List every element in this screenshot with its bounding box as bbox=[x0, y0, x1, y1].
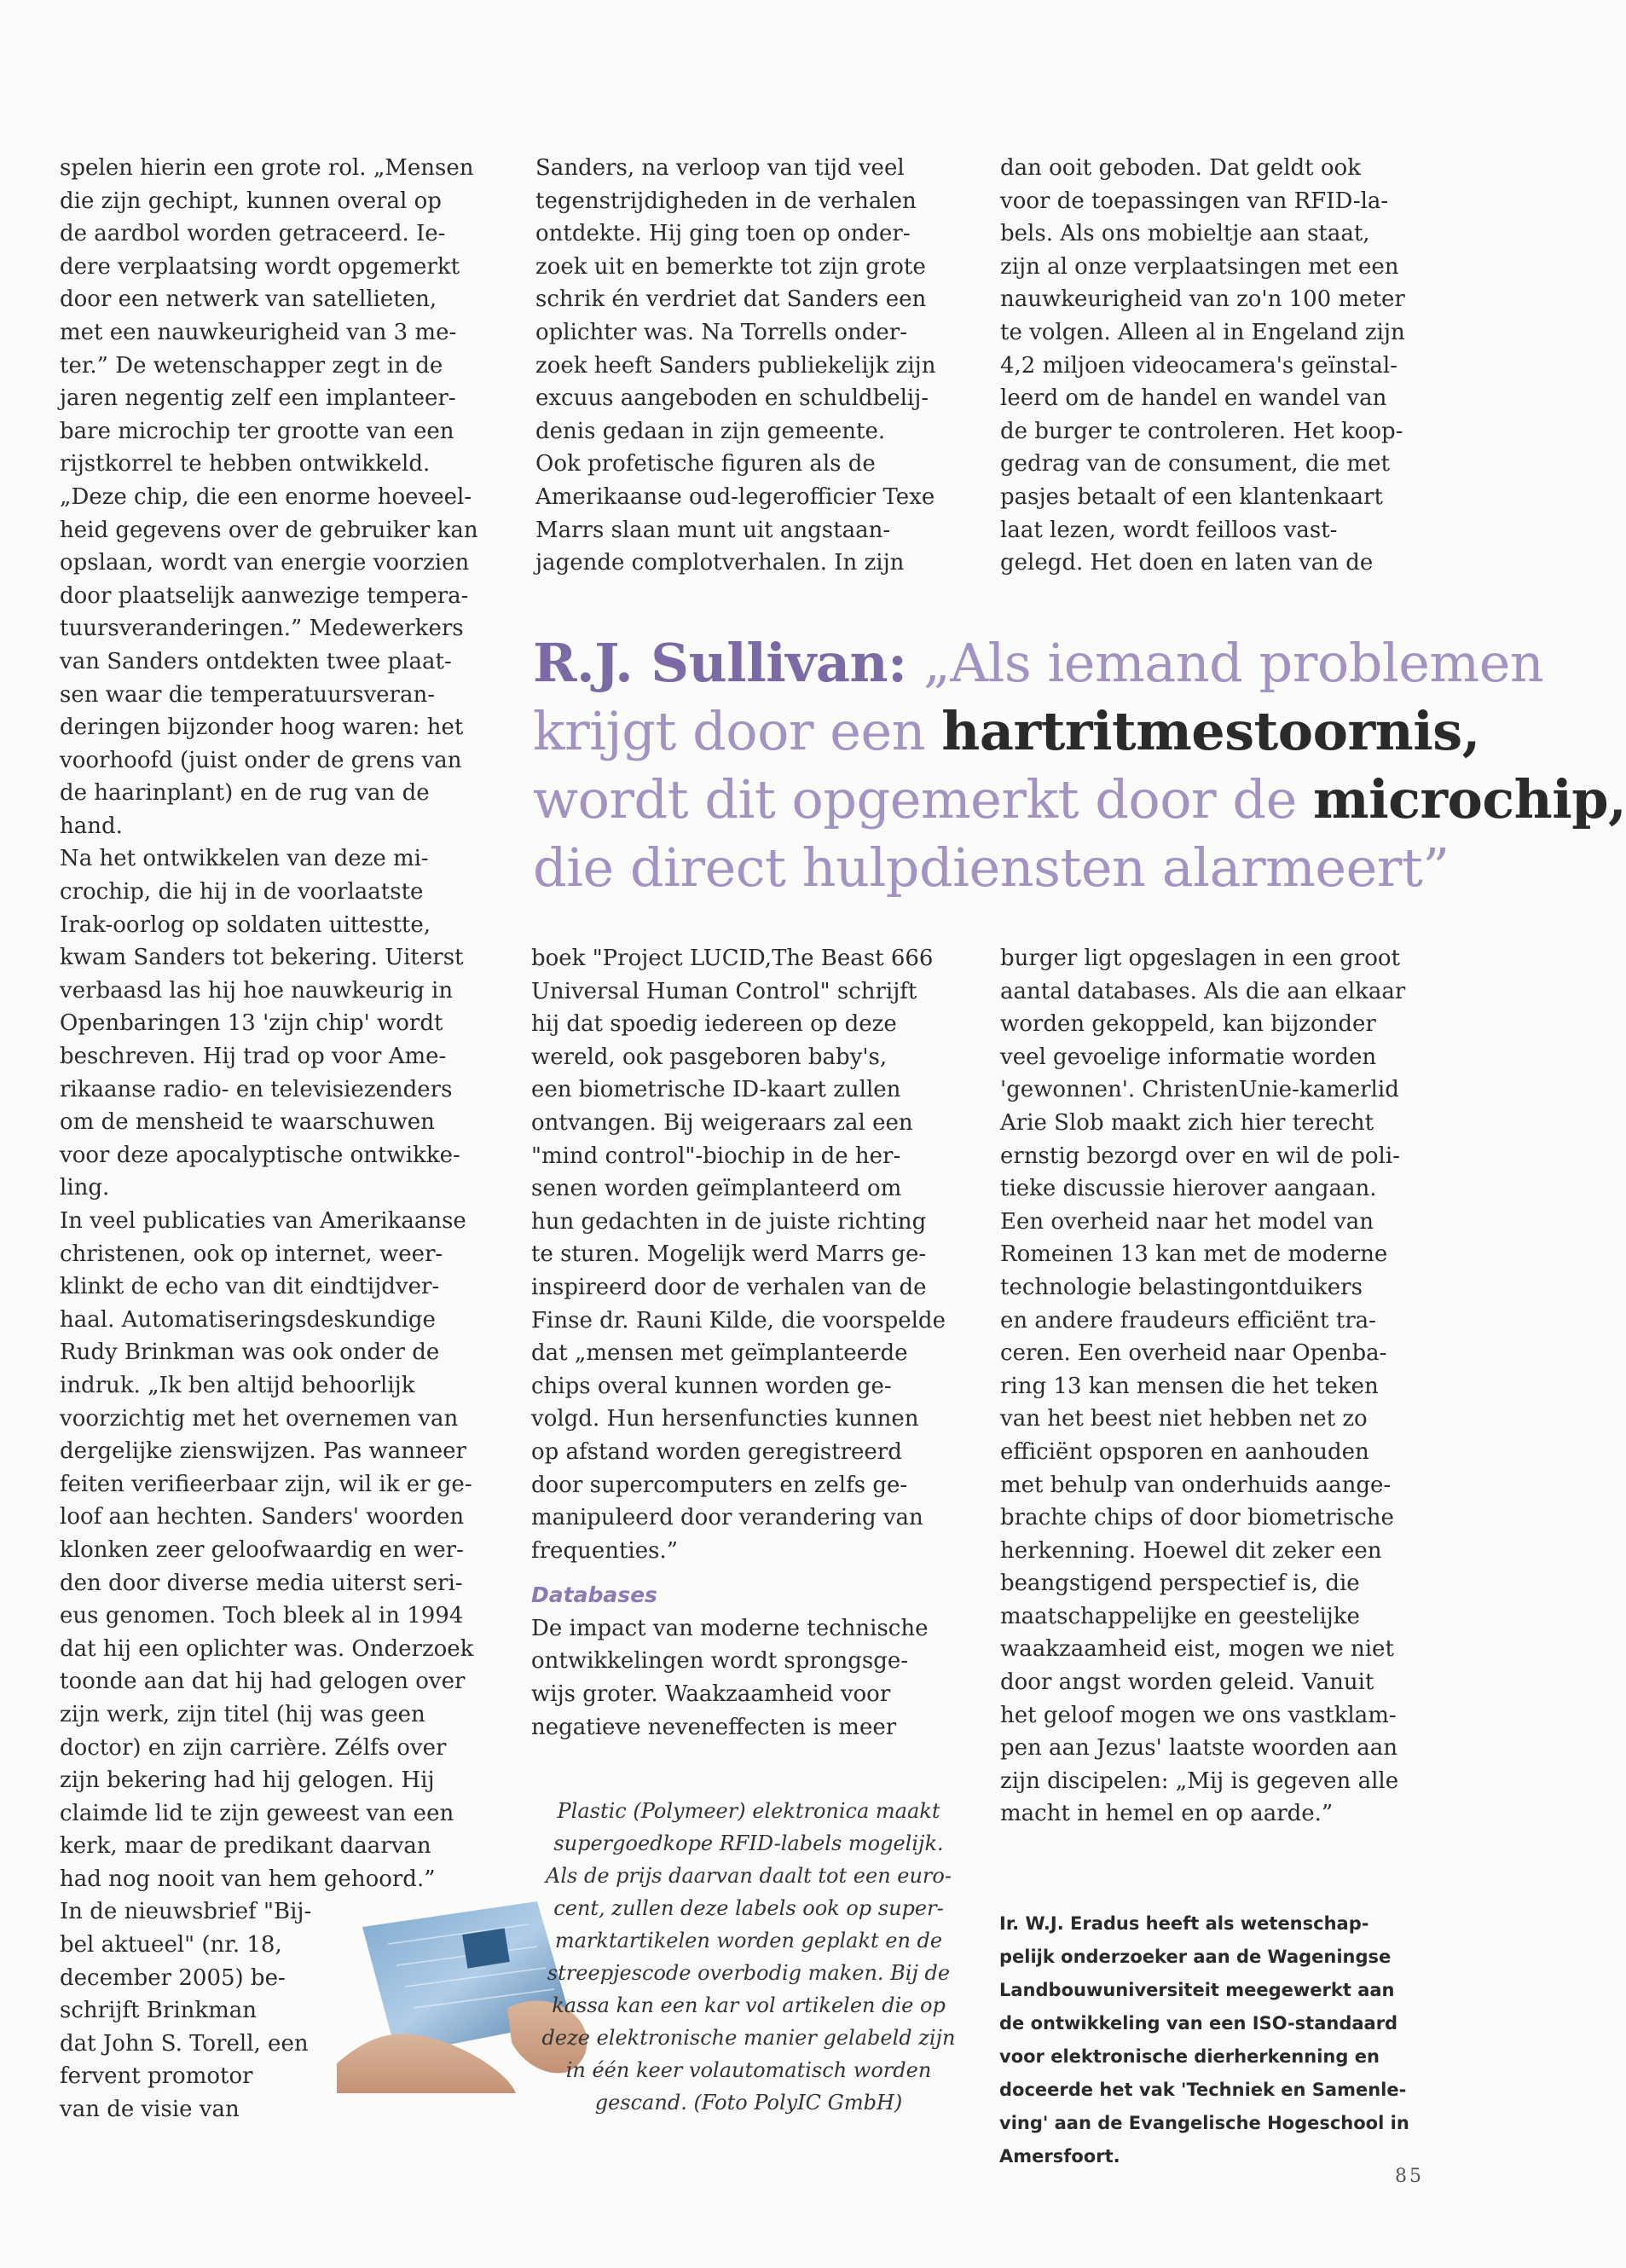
text-line: eus genomen. Toch bleek al in 1994 bbox=[60, 1603, 464, 1629]
text-line: frequenties.” bbox=[531, 1537, 679, 1564]
text-line: zijn werk, zijn titel (hij was geen bbox=[60, 1701, 425, 1727]
text-line: senen worden geïmplanteerd om bbox=[531, 1176, 902, 1202]
text-line: dat John S. Torell, een bbox=[60, 2030, 309, 2057]
text-line: december 2005) be- bbox=[60, 1964, 286, 1991]
text-line: nauwkeurigheid van zo'n 100 meter bbox=[1000, 286, 1405, 313]
text-line: de burger te controleren. Het koop- bbox=[1000, 418, 1403, 444]
text-line: doctor) en zijn carrière. Zélfs over bbox=[60, 1734, 447, 1761]
text-line: tuursveranderingen.” Medewerkers bbox=[60, 616, 464, 642]
text-line: den door diverse media uiterst seri- bbox=[60, 1570, 463, 1596]
text-line: burger ligt opgeslagen in een groot bbox=[1000, 946, 1400, 971]
text-line: 4,2 miljoen videocamera's geïnstal- bbox=[1000, 352, 1397, 379]
text-line: voor elektronische dierherkenning en bbox=[999, 2046, 1380, 2067]
text-line: Landbouwuniversiteit meegewerkt aan bbox=[999, 1980, 1395, 2000]
text-line: te sturen. Mogelijk werd Marrs ge- bbox=[531, 1241, 927, 1268]
text-line: dat hij een oplichter was. Onderzoek bbox=[60, 1635, 474, 1662]
text-line: supergoedkope RFID-labels mogelijk. bbox=[553, 1831, 944, 1855]
text-line: bare microchip ter grootte van een bbox=[60, 418, 454, 444]
text-line: te volgen. Alleen al in Engeland zijn bbox=[1000, 319, 1405, 345]
text-line: van het beest niet hebben net zo bbox=[1000, 1406, 1368, 1432]
text-line: gedrag van de consument, die met bbox=[1000, 451, 1390, 477]
text-line: Ir. W.J. Eradus heeft als wetenschap- bbox=[999, 1913, 1369, 1934]
text-line: bel aktueel" (nr. 18, bbox=[60, 1932, 282, 1958]
text-line: ving' aan de Evangelische Hogeschool in bbox=[999, 2113, 1409, 2133]
text-line: claimde lid te zijn geweest van een bbox=[60, 1800, 454, 1826]
text-line: Als de prijs daarvan daalt tot een euro- bbox=[546, 1864, 952, 1888]
text-line: dan ooit geboden. Dat geldt ook bbox=[1000, 155, 1361, 181]
text-line: schrijft Brinkman bbox=[60, 1998, 257, 2024]
text-line: voor deze apocalyptische ontwikke- bbox=[60, 1142, 460, 1168]
text-line: Finse dr. Rauni Kilde, die voorspelde bbox=[531, 1307, 946, 1334]
text-line: het geloof mogen we ons vastklam- bbox=[1000, 1702, 1397, 1728]
text-line: kerk, maar de predikant daarvan bbox=[60, 1833, 431, 1860]
text-line: om de mensheid te waarschuwen bbox=[60, 1109, 435, 1136]
text-line: Plastic (Polymeer) elektronica maakt bbox=[557, 1799, 940, 1823]
column-2-databases-text bbox=[531, 1612, 958, 1744]
text-line: die zijn gechipt, kunnen overal op bbox=[60, 188, 442, 214]
text-line: christenen, ook op internet, weer- bbox=[60, 1241, 443, 1267]
text-line: pasjes betaalt of een klantenkaart bbox=[1000, 483, 1383, 510]
text-line: streepjescode overbodig maken. Bij de bbox=[547, 1961, 951, 1985]
text-line: klonken zeer geloofwaardig en wer- bbox=[60, 1536, 464, 1563]
text-line: pelijk onderzoeker aan de Wageningse bbox=[999, 1947, 1392, 1967]
quote-line-4: die direct hulpdiensten alarmeert” bbox=[533, 836, 1450, 899]
text-line: gelegd. Het doen en laten van de bbox=[1000, 550, 1374, 576]
text-line: zijn discipelen: „Mij is gegeven alle bbox=[1000, 1768, 1399, 1794]
text-line: macht in hemel en op aarde.” bbox=[1000, 1801, 1334, 1827]
text-line: indruk. „Ik ben altijd behoorlijk bbox=[60, 1372, 415, 1398]
text-line: op afstand worden geregistreerd bbox=[531, 1438, 902, 1465]
text-line: marktartikelen worden geplakt en de bbox=[554, 1929, 943, 1953]
pull-quote bbox=[533, 629, 1626, 902]
article-column-1 bbox=[60, 152, 495, 2126]
text-line: jagende complotverhalen. In zijn bbox=[535, 550, 905, 576]
author-bio bbox=[999, 1907, 1443, 2173]
text-line: hun gedachten in de juiste richting bbox=[531, 1208, 927, 1235]
text-line: denis gedaan in zijn gemeente. bbox=[535, 418, 886, 444]
text-line: leerd om de handel en wandel van bbox=[1000, 385, 1387, 412]
text-line: de haarinplant) en de rug van de bbox=[60, 780, 430, 807]
text-line: fervent promotor bbox=[60, 2063, 253, 2090]
text-line: rijstkorrel te hebben ontwikkeld. bbox=[60, 451, 431, 477]
text-line: zijn bekering had hij gelogen. Hij bbox=[60, 1768, 435, 1794]
text-line: Amersfoort. bbox=[999, 2146, 1120, 2167]
text-line: jaren negentig zelf een implanteer- bbox=[60, 385, 456, 412]
text-line: efficiënt opsporen en aanhouden bbox=[1000, 1438, 1369, 1465]
quote-line-2: krijgt door een bbox=[533, 700, 942, 762]
text-line: klinkt de echo van dit eindtijdver- bbox=[60, 1274, 440, 1300]
text-line: 'gewonnen'. ChristenUnie-kamerlid bbox=[1000, 1077, 1399, 1103]
text-line: Na het ontwikkelen van deze mi- bbox=[60, 846, 429, 872]
text-line: door angst worden geleid. Vanuit bbox=[1000, 1669, 1374, 1696]
text-line: technologie belastingontduikers bbox=[1000, 1274, 1363, 1300]
text-line: ceren. Een overheid naar Openba- bbox=[1000, 1340, 1387, 1367]
article-column-2-top bbox=[535, 152, 962, 580]
text-line: "mind control"-biochip in de her- bbox=[531, 1143, 901, 1169]
text-line: brachte chips of door biometrische bbox=[1000, 1505, 1394, 1531]
text-line: van Sanders ontdekten twee plaat- bbox=[60, 648, 452, 674]
quote-line-3: wordt dit opgemerkt door de bbox=[533, 768, 1313, 830]
text-line: waakzaamheid eist, mogen we niet bbox=[1000, 1636, 1394, 1663]
text-line: pen aan Jezus' laatste woorden aan bbox=[1000, 1735, 1398, 1762]
text-line: dere verplaatsing wordt opgemerkt bbox=[60, 253, 460, 280]
text-line: de ontwikkeling van een ISO-standaard bbox=[999, 2013, 1398, 2034]
text-line: had nog nooit van hem gehoord.” bbox=[60, 1866, 436, 1892]
text-line: de aardbol worden getraceerd. Ie- bbox=[60, 221, 446, 247]
text-line: hand. bbox=[60, 813, 123, 839]
text-line: bels. Als ons mobieltje aan staat, bbox=[1000, 221, 1370, 247]
text-line: laat lezen, wordt feilloos vast- bbox=[1000, 517, 1338, 543]
photo-caption bbox=[527, 1795, 970, 2119]
quote-emphasis-2: microchip, bbox=[1312, 768, 1626, 830]
text-line: wereld, ook pasgeboren baby's, bbox=[531, 1044, 888, 1070]
text-line: De impact van moderne technische bbox=[531, 1615, 929, 1641]
text-line: dat „mensen met geïmplanteerde bbox=[531, 1340, 908, 1367]
text-line: door een netwerk van satellieten, bbox=[60, 286, 437, 313]
section-subhead: Databases bbox=[531, 1582, 657, 1608]
text-line: deze elektronische manier gelabeld zijn bbox=[541, 2026, 956, 2050]
text-line: rikaanse radio- en televisiezenders bbox=[60, 1076, 453, 1102]
text-line: Rudy Brinkman was ook onder de bbox=[60, 1339, 440, 1366]
text-line: Openbaringen 13 'zijn chip' wordt bbox=[60, 1010, 443, 1037]
text-line: heid gegevens over de gebruiker kan bbox=[60, 517, 478, 543]
text-line: excuus aangeboden en schuldbelij- bbox=[535, 385, 929, 412]
text-line: wijs groter. Waakzaamheid voor bbox=[531, 1681, 891, 1708]
text-line: verbaasd las hij hoe nauwkeurig in bbox=[60, 977, 454, 1004]
text-line: haal. Automatiseringsdeskundige bbox=[60, 1306, 436, 1333]
quote-speaker: R.J. Sullivan: bbox=[533, 632, 907, 694]
text-line: met behulp van onderhuids aange- bbox=[1000, 1472, 1392, 1498]
text-line: maatschappelijke en geestelijke bbox=[1000, 1603, 1360, 1629]
text-line: met een nauwkeurigheid van 3 me- bbox=[60, 319, 457, 345]
text-line: chips overal kunnen worden ge- bbox=[531, 1373, 892, 1399]
text-line: Sanders, na verloop van tijd veel bbox=[535, 155, 905, 181]
text-line: opslaan, wordt van energie voorzien bbox=[60, 550, 470, 576]
text-line: voorhoofd (juist onder de grens van bbox=[60, 747, 462, 773]
text-line: cent, zullen deze labels ook op super- bbox=[553, 1896, 944, 1920]
text-line: kassa kan een kar vol artikelen die op bbox=[552, 1993, 946, 2017]
text-line: worden gekoppeld, kan bijzonder bbox=[1000, 1011, 1376, 1038]
text-line: doceerde het vak 'Techniek en Samenle- bbox=[999, 2080, 1407, 2100]
text-line: tegenstrijdigheden in de verhalen bbox=[535, 188, 917, 214]
text-line: van de visie van bbox=[60, 2097, 240, 2123]
text-line: beschreven. Hij trad op voor Ame- bbox=[60, 1044, 447, 1070]
text-line: en andere fraudeurs efficiënt tra- bbox=[1000, 1307, 1376, 1334]
text-line: herkenning. Hoewel dit zeker een bbox=[1000, 1537, 1382, 1564]
text-line: door supercomputers en zelfs ge- bbox=[531, 1472, 908, 1498]
article-column-2-bottom bbox=[531, 942, 958, 1744]
text-line: beangstigend perspectief is, die bbox=[1000, 1571, 1360, 1597]
text-line: kwam Sanders tot bekering. Uiterst bbox=[60, 945, 464, 971]
text-line: door plaatselijk aanwezige tempera- bbox=[60, 582, 469, 609]
text-line: In veel publicaties van Amerikaanse bbox=[60, 1208, 466, 1234]
text-line: ring 13 kan mensen die het teken bbox=[1000, 1373, 1379, 1399]
text-line: schrik én verdriet dat Sanders een bbox=[535, 286, 927, 313]
text-line: zoek heeft Sanders publiekelijk zijn bbox=[535, 352, 936, 379]
text-line: een biometrische ID-kaart zullen bbox=[531, 1077, 901, 1103]
text-line: ernstig bezorgd over en wil de poli- bbox=[1000, 1143, 1400, 1169]
text-line: zoek uit en bemerkte tot zijn grote bbox=[535, 253, 926, 280]
text-line: volgd. Hun hersenfuncties kunnen bbox=[531, 1406, 919, 1432]
text-line: Ook profetische figuren als de bbox=[535, 451, 876, 477]
text-line: hij dat spoedig iedereen op deze bbox=[531, 1011, 897, 1038]
text-line: manipuleerd door verandering van bbox=[531, 1505, 923, 1531]
text-line: in één keer volautomatisch worden bbox=[565, 2058, 932, 2082]
text-line: tieke discussie hierover aangaan. bbox=[1000, 1176, 1377, 1202]
text-line: Irak-oorlog op soldaten uittestte, bbox=[60, 911, 431, 938]
text-line: spelen hierin een grote rol. „Mensen bbox=[60, 155, 474, 181]
text-line: aantal databases. Als die aan elkaar bbox=[1000, 978, 1406, 1004]
text-line: oplichter was. Na Torrells onder- bbox=[535, 319, 908, 345]
text-line: boek "Project LUCID,The Beast 666 bbox=[531, 946, 934, 971]
text-line: deringen bijzonder hoog waren: het bbox=[60, 715, 464, 741]
quote-line-1: „Als iemand problemen bbox=[906, 632, 1544, 694]
text-line: In de nieuwsbrief "Bij- bbox=[60, 1899, 312, 1925]
text-line: Arie Slob maakt zich hier terecht bbox=[1000, 1109, 1374, 1136]
text-line: loof aan hechten. Sanders' woorden bbox=[60, 1504, 465, 1530]
text-line: „Deze chip, die een enorme hoeveel- bbox=[60, 483, 472, 510]
quote-emphasis-1: hartritmestoornis, bbox=[941, 700, 1480, 762]
text-line: dergelijke zienswijzen. Pas wanneer bbox=[60, 1438, 466, 1465]
text-line: zijn al onze verplaatsingen met een bbox=[1000, 253, 1399, 280]
text-line: inspireerd door de verhalen van de bbox=[531, 1274, 927, 1300]
text-line: ling. bbox=[60, 1175, 110, 1201]
text-line: ontdekte. Hij ging toen op onder- bbox=[535, 221, 911, 247]
column-2-bottom-text bbox=[531, 942, 958, 1567]
text-line: ter.” De wetenschapper zegt in de bbox=[60, 352, 443, 379]
text-line: gescand. (Foto PolyIC GmbH) bbox=[594, 2091, 903, 2115]
article-column-3-top bbox=[1000, 152, 1435, 580]
text-line: crochip, die hij in de voorlaatste bbox=[60, 879, 424, 905]
text-line: negatieve neveneffecten is meer bbox=[531, 1714, 897, 1740]
text-line: sen waar die temperatuursveran- bbox=[60, 681, 435, 708]
text-line: veel gevoelige informatie worden bbox=[1000, 1044, 1377, 1070]
text-line: Amerikaanse oud-legerofficier Texe bbox=[535, 483, 935, 510]
text-line: voorzichtig met het overnemen van bbox=[60, 1405, 459, 1432]
text-line: ontwikkelingen wordt sprongsge- bbox=[531, 1648, 909, 1675]
text-line: Universal Human Control" schrijft bbox=[531, 978, 917, 1004]
article-column-3-bottom bbox=[1000, 942, 1452, 1831]
text-line: Een overheid naar het model van bbox=[1000, 1208, 1374, 1235]
text-line: toonde aan dat hij had gelogen over bbox=[60, 1669, 466, 1695]
text-line: Marrs slaan munt uit angstaan- bbox=[535, 517, 891, 543]
text-line: ontvangen. Bij weigeraars zal een bbox=[531, 1109, 913, 1136]
page-number: 85 bbox=[1395, 2166, 1424, 2187]
text-line: feiten verifieerbaar zijn, wil ik er ge- bbox=[60, 1471, 472, 1497]
text-line: voor de toepassingen van RFID-la- bbox=[1000, 188, 1389, 214]
text-line: Romeinen 13 kan met de moderne bbox=[1000, 1241, 1388, 1268]
